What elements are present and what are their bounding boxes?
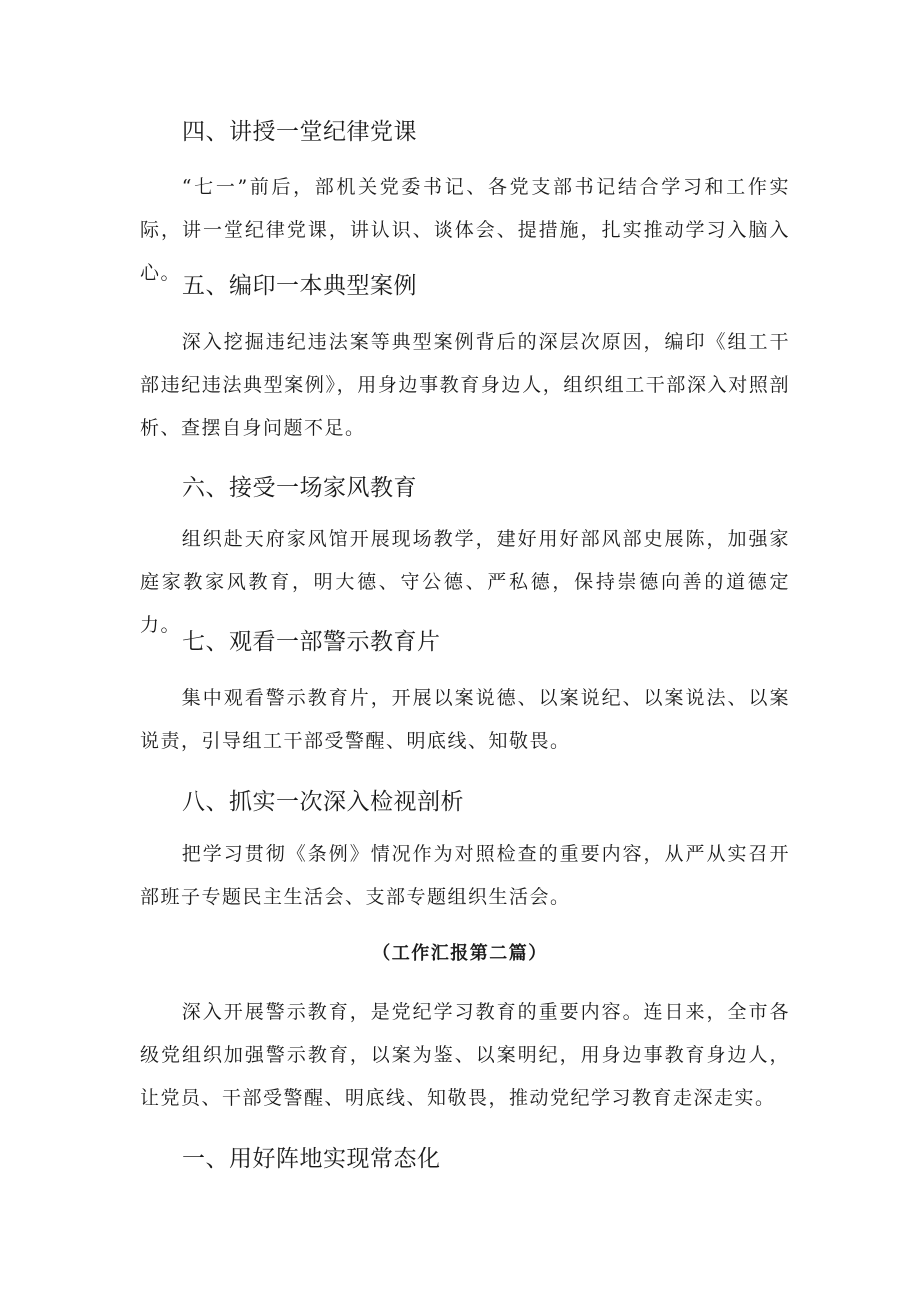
section-body-5: 深入挖掘违纪违法案等典型案例背后的深层次原因，编印《组工干部违纪违法典型案例》，用身边事教育身边人，组织组工干部深入对照剖析、查摆自身问题不足。 — [140, 331, 790, 439]
intro-paragraph: 深入开展警示教育，是党纪学习教育的重要内容。连日来，全市各级党组织加强警示教育，以案为鉴、以案明纪，用身边事教育身边人，让党员、干部受警醒、明底线、知敬畏，推动党纪学习教育走深走实。 — [140, 1001, 790, 1109]
section-heading-6: 六、接受一场家风教育 — [182, 475, 417, 501]
section-body-8: 把学习贯彻《条例》情况作为对照检查的重要内容，从严从实召开部班子专题民主生活会、支部专题组织生活会。 — [140, 843, 790, 908]
section-heading-8: 八、抓实一次深入检视剖析 — [182, 789, 464, 815]
section-heading-1: 一、用好阵地实现常态化 — [182, 1146, 441, 1172]
section-heading-7: 七、观看一部警示教育片 — [182, 629, 441, 655]
section-body-7: 集中观看警示教育片，开展以案说德、以案说纪、以案说法、以案说责，引导组工干部受警醒、明底线、知敬畏。 — [140, 687, 790, 752]
section-heading-5: 五、编印一本典型案例 — [182, 273, 417, 299]
section-body-6: 组织赴天府家风馆开展现场教学，建好用好部风部史展陈，加强家庭家教家风教育，明大德、守公德、严私德，保持崇德向善的道德定力。 — [140, 528, 790, 636]
section-body-4: “七一”前后，部机关党委书记、各党支部书记结合学习和工作实际，讲一堂纪律党课，讲认识、谈体会、提措施，扎实推动学习入脑入心。 — [140, 176, 790, 284]
document-subtitle: （工作汇报第二篇） — [372, 943, 548, 964]
section-heading-4: 四、讲授一堂纪律党课 — [182, 119, 417, 145]
